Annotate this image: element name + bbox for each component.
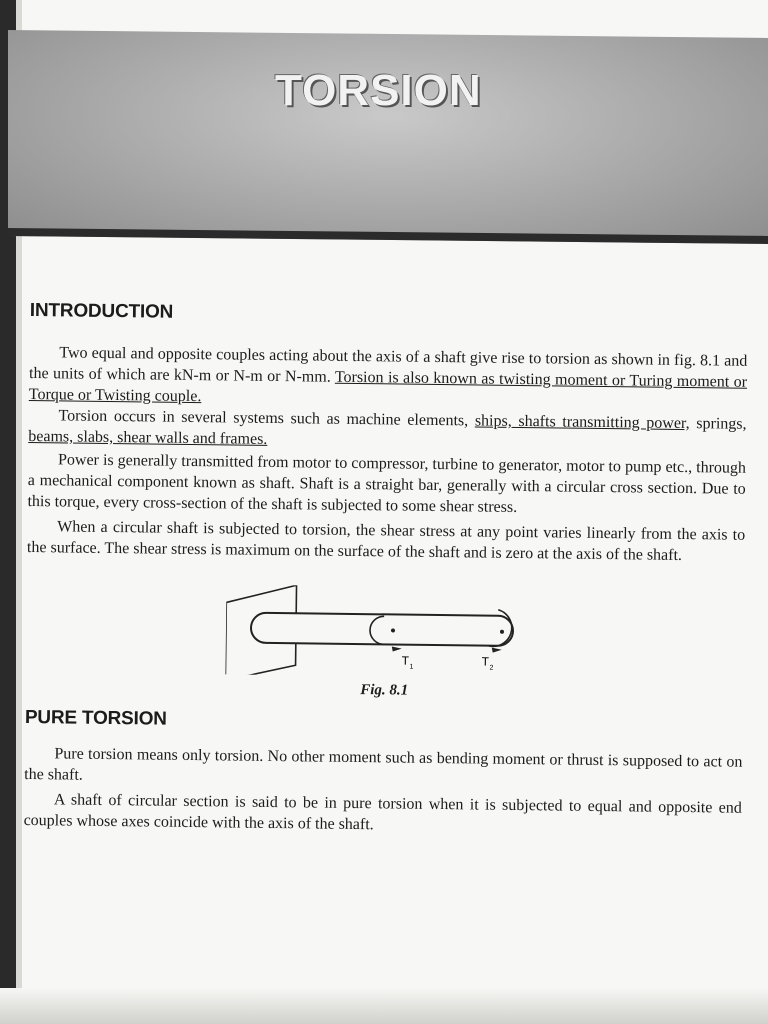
- intro-p2-text-2: springs,: [689, 415, 747, 433]
- intro-paragraph-1: [29, 342, 748, 414]
- pure-torsion-heading: PURE TORSION: [24, 706, 167, 730]
- label-t1: T: [401, 653, 410, 668]
- introduction-heading: INTRODUCTION: [29, 300, 174, 323]
- intro-p1-underlined: Torsion is also known as twisting moment or Turing moment or Torque or Twisting couple.: [28, 368, 748, 406]
- shaft-body: [251, 613, 513, 646]
- intro-p2-text: Torsion occurs in several systems such as machine elements,: [58, 407, 475, 430]
- intro-p1-text: Two equal and opposite couples acting about the axis of a shaft give rise to torsion as shown in fig. 8.1 and the units of which are kN-m or N-m or N-mm.: [28, 344, 748, 386]
- label-t2-sub: 2: [489, 664, 494, 672]
- chapter-title: TORSION: [275, 66, 482, 115]
- intro-paragraph-4: When a circular shaft is subjected to torsion, the shear stress at any point varies linearly from the axis to the surface. The shear stress is maximum on the surface of the shaft and is zero at the axis of the shaft.: [26, 518, 746, 564]
- intro-paragraph-3: Power is generally transmitted from motor to compressor, turbine to generator, motor to pump etc., through a mechanical component known as shaft. Shaft is a straight bar, generally with a circular cross section. Due to this torque, every cross-section of the shaft is subjected to some shear stress.: [27, 451, 747, 516]
- arrow-t1: [392, 646, 402, 651]
- shaft-figure: [225, 584, 526, 678]
- page-content: [24, 300, 748, 840]
- arrow-t2: [492, 648, 502, 653]
- intro-p2-underlined-2: beams, slabs, shear walls and frames.: [28, 427, 268, 448]
- label-t1-sub: 1: [409, 663, 414, 671]
- label-t2: T: [481, 654, 490, 669]
- intro-paragraph-2: [28, 405, 746, 456]
- page-bottom-shadow: [0, 988, 768, 1024]
- pure-paragraph-2: A shaft of circular section is said to be in pure torsion when it is subjected to equal and opposite end couples whose axes coincide with the axis of the shaft.: [23, 791, 742, 834]
- chapter-banner: [8, 30, 768, 244]
- pure-paragraph-1: Pure torsion means only torsion. No other moment such as bending moment or thrust is supposed to act on the shaft.: [24, 745, 743, 784]
- intro-p2-underlined-1: ships, shafts transmitting power,: [474, 412, 690, 433]
- figure-caption: Fig. 8.1: [360, 682, 409, 699]
